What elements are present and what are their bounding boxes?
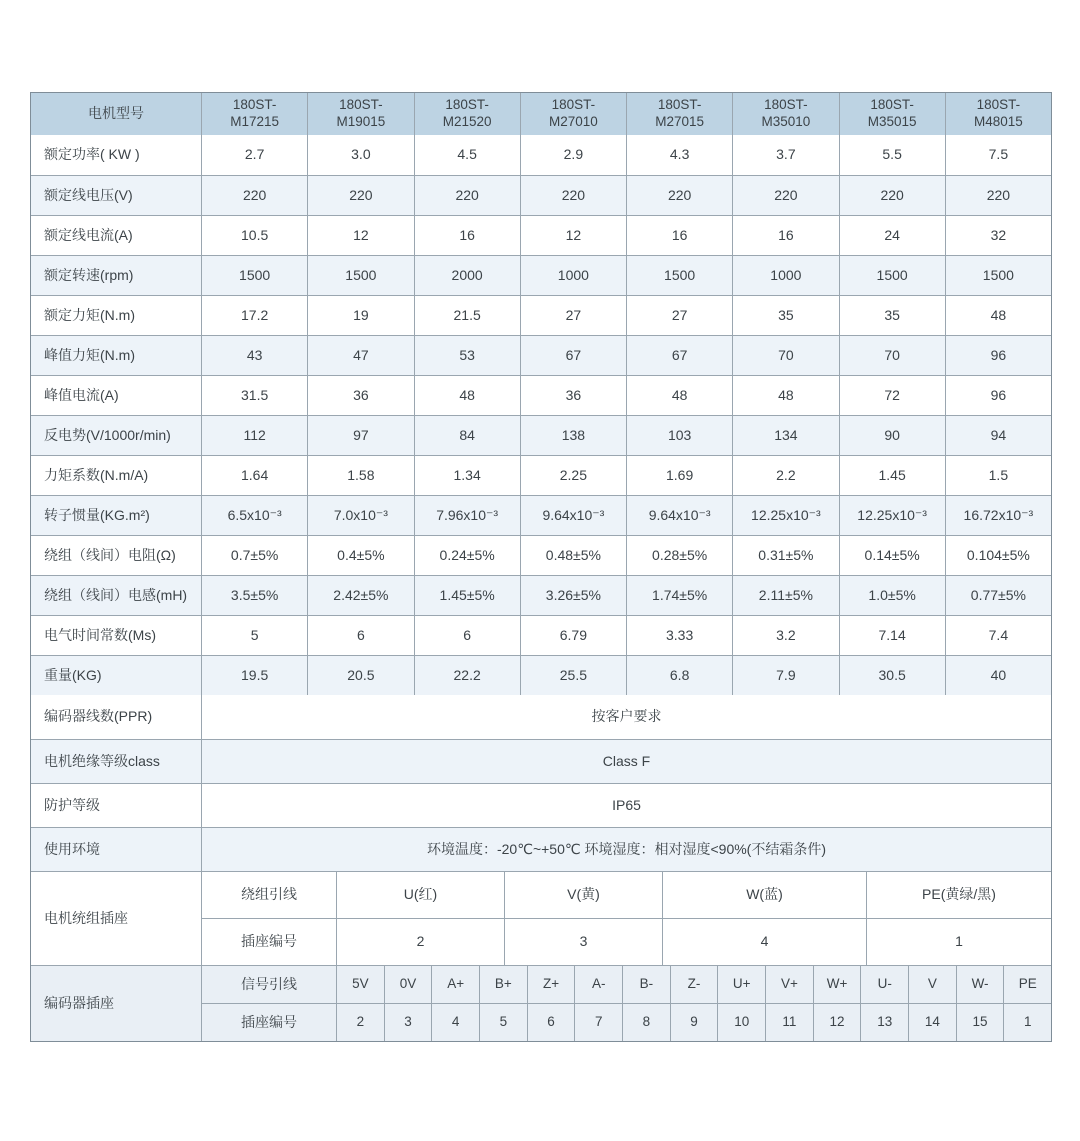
spec-value-cell: 6 — [307, 616, 413, 655]
spec-value-cell: 1000 — [732, 256, 838, 295]
encoder-value-cell: U- — [860, 966, 908, 1003]
merged-row-value: IP65 — [201, 784, 1051, 827]
merged-row-label: 电机绝缘等级class — [44, 752, 160, 769]
model-line: 180ST- — [339, 97, 383, 113]
spec-value-cell: 72 — [839, 376, 945, 415]
encoder-value-cell: PE — [1003, 966, 1051, 1003]
motor-spec-table — [30, 92, 1052, 1042]
spec-row-label: 转子惯量(KG.m²) — [44, 506, 150, 523]
spec-value-cell: 17.2 — [201, 296, 307, 335]
spec-value-cell: 97 — [307, 416, 413, 455]
model-header-6 — [732, 93, 838, 135]
encoder-value-cell: W- — [956, 966, 1004, 1003]
spec-value-cell: 4.5 — [414, 135, 520, 175]
encoder-value-cell: U+ — [717, 966, 765, 1003]
spec-value-cell: 2000 — [414, 256, 520, 295]
merged-row-label: 使用环境 — [44, 840, 100, 857]
model-header-7 — [839, 93, 945, 135]
spec-value-cell: 0.28±5% — [626, 536, 732, 575]
model-header-8 — [945, 93, 1051, 135]
spec-value-cell: 12.25x10⁻³ — [839, 496, 945, 535]
spec-value-cell: 12.25x10⁻³ — [732, 496, 838, 535]
spec-value-cell: 1.34 — [414, 456, 520, 495]
spec-value-cell: 7.4 — [945, 616, 1051, 655]
spec-value-cell: 1500 — [839, 256, 945, 295]
table-header-row — [31, 93, 1051, 135]
winding-value-cell: 3 — [504, 919, 662, 965]
spec-value-cell: 1.64 — [201, 456, 307, 495]
merged-rows-container — [31, 695, 1051, 871]
encoder-value-cell: 11 — [765, 1004, 813, 1041]
encoder-value-cell: 0V — [384, 966, 432, 1003]
spec-value-cell: 47 — [307, 336, 413, 375]
spec-row-label: 绕组（线间）电感(mH) — [44, 586, 188, 603]
spec-value-cell: 6 — [414, 616, 520, 655]
encoder-value-cell: 7 — [574, 1004, 622, 1041]
spec-value-cell: 1.45±5% — [414, 576, 520, 615]
spec-value-cell: 220 — [945, 176, 1051, 215]
spec-value-cell: 2.2 — [732, 456, 838, 495]
spec-value-cell: 6.79 — [520, 616, 626, 655]
spec-value-cell: 2.11±5% — [732, 576, 838, 615]
model-line: M35015 — [867, 114, 917, 129]
spec-value-cell: 9.64x10⁻³ — [626, 496, 732, 535]
spec-value-cell: 20.5 — [307, 656, 413, 695]
spec-row — [31, 415, 1051, 455]
model-header-4 — [520, 93, 626, 135]
encoder-value-cell: B+ — [479, 966, 527, 1003]
encoder-signal-leads-row — [201, 966, 1051, 1003]
spec-value-cell: 0.31±5% — [732, 536, 838, 575]
winding-value-cell: 2 — [336, 919, 504, 965]
spec-row — [31, 375, 1051, 415]
encoder-value-cell: 9 — [670, 1004, 718, 1041]
spec-row — [31, 135, 1051, 175]
merged-spec-row — [31, 739, 1051, 783]
encoder-value-cell: 14 — [908, 1004, 956, 1041]
encoder-value-cell: Z- — [670, 966, 718, 1003]
spec-value-cell: 220 — [414, 176, 520, 215]
spec-value-cell: 48 — [732, 376, 838, 415]
spec-value-cell: 12 — [520, 216, 626, 255]
winding-value-cell: 4 — [662, 919, 866, 965]
spec-value-cell: 1500 — [626, 256, 732, 295]
encoder-value-cell: B- — [622, 966, 670, 1003]
spec-value-cell: 16 — [626, 216, 732, 255]
spec-value-cell: 220 — [307, 176, 413, 215]
spec-value-cell: 16 — [732, 216, 838, 255]
spec-value-cell: 1.0±5% — [839, 576, 945, 615]
spec-value-cell: 84 — [414, 416, 520, 455]
model-line: 180ST- — [870, 97, 914, 113]
spec-value-cell: 31.5 — [201, 376, 307, 415]
spec-row — [31, 455, 1051, 495]
model-line: 180ST- — [764, 97, 808, 113]
spec-value-cell: 112 — [201, 416, 307, 455]
spec-value-cell: 1.58 — [307, 456, 413, 495]
spec-row — [31, 535, 1051, 575]
spec-value-cell: 7.96x10⁻³ — [414, 496, 520, 535]
spec-value-cell: 36 — [307, 376, 413, 415]
encoder-value-cell: V — [908, 966, 956, 1003]
spec-row-label: 峰值力矩(N.m) — [44, 346, 135, 363]
model-header-1 — [201, 93, 307, 135]
spec-value-cell: 0.4±5% — [307, 536, 413, 575]
model-line: 180ST- — [445, 97, 489, 113]
spec-value-cell: 0.104±5% — [945, 536, 1051, 575]
spec-row-label: 额定线电流(A) — [44, 226, 133, 243]
spec-value-cell: 0.24±5% — [414, 536, 520, 575]
spec-value-cell: 7.9 — [732, 656, 838, 695]
encoder-value-cell: 8 — [622, 1004, 670, 1041]
spec-value-cell: 3.5±5% — [201, 576, 307, 615]
encoder-value-cell: 15 — [956, 1004, 1004, 1041]
spec-value-cell: 43 — [201, 336, 307, 375]
spec-row — [31, 215, 1051, 255]
spec-value-cell: 5 — [201, 616, 307, 655]
winding-pin-numbers-row — [201, 918, 1051, 965]
spec-row-label: 电气时间常数(Ms) — [44, 626, 156, 643]
spec-row — [31, 495, 1051, 535]
spec-value-cell: 1.69 — [626, 456, 732, 495]
spec-value-cell: 16 — [414, 216, 520, 255]
spec-row-label: 额定功率( KW ) — [44, 146, 140, 163]
spec-row-label: 重量(KG) — [44, 666, 102, 683]
spec-value-cell: 1.74±5% — [626, 576, 732, 615]
spec-rows-container — [31, 135, 1051, 695]
model-header-2 — [307, 93, 413, 135]
merged-row-value: 按客户要求 — [201, 695, 1051, 739]
spec-value-cell: 48 — [414, 376, 520, 415]
merged-row-value: Class F — [201, 740, 1051, 783]
spec-value-cell: 1.5 — [945, 456, 1051, 495]
merged-row-label: 防护等级 — [44, 796, 100, 813]
winding-socket-label: 电机统组插座 — [44, 909, 128, 926]
spec-value-cell: 10.5 — [201, 216, 307, 255]
winding-sub-label: 插座编号 — [201, 919, 336, 965]
encoder-value-cell: A- — [574, 966, 622, 1003]
spec-value-cell: 24 — [839, 216, 945, 255]
spec-row — [31, 335, 1051, 375]
spec-value-cell: 7.14 — [839, 616, 945, 655]
spec-value-cell: 22.2 — [414, 656, 520, 695]
encoder-value-cell: 12 — [813, 1004, 861, 1041]
spec-row-label: 绕组（线间）电阻(Ω) — [44, 546, 176, 563]
spec-value-cell: 220 — [839, 176, 945, 215]
encoder-value-cell: 2 — [336, 1004, 384, 1041]
spec-value-cell: 0.14±5% — [839, 536, 945, 575]
winding-socket-grid — [201, 872, 1051, 965]
encoder-value-cell: W+ — [813, 966, 861, 1003]
spec-value-cell: 220 — [626, 176, 732, 215]
encoder-value-cell: Z+ — [527, 966, 575, 1003]
spec-value-cell: 25.5 — [520, 656, 626, 695]
model-header-3 — [414, 93, 520, 135]
winding-socket-section — [31, 871, 1051, 965]
spec-value-cell: 0.48±5% — [520, 536, 626, 575]
model-line: M19015 — [336, 114, 386, 129]
spec-value-cell: 35 — [839, 296, 945, 335]
spec-value-cell: 3.26±5% — [520, 576, 626, 615]
spec-row — [31, 575, 1051, 615]
merged-spec-row — [31, 695, 1051, 739]
header-motor-model-label: 电机型号 — [88, 105, 144, 122]
encoder-socket-section — [31, 965, 1051, 1041]
spec-row — [31, 295, 1051, 335]
spec-value-cell: 134 — [732, 416, 838, 455]
spec-row-label: 额定力矩(N.m) — [44, 306, 135, 323]
spec-row-label: 峰值电流(A) — [44, 386, 119, 403]
encoder-value-cell: 5 — [479, 1004, 527, 1041]
model-header-5 — [626, 93, 732, 135]
spec-value-cell: 220 — [520, 176, 626, 215]
encoder-value-cell: 1 — [1003, 1004, 1051, 1041]
spec-row-label: 额定线电压(V) — [44, 186, 133, 203]
spec-value-cell: 1000 — [520, 256, 626, 295]
spec-value-cell: 19 — [307, 296, 413, 335]
spec-value-cell: 1.45 — [839, 456, 945, 495]
model-line: M17215 — [230, 114, 280, 129]
spec-value-cell: 2.25 — [520, 456, 626, 495]
spec-row — [31, 615, 1051, 655]
spec-value-cell: 96 — [945, 376, 1051, 415]
spec-value-cell: 67 — [626, 336, 732, 375]
model-line: 180ST- — [551, 97, 596, 113]
spec-value-cell: 12 — [307, 216, 413, 255]
spec-value-cell: 70 — [732, 336, 838, 375]
encoder-value-cell: V+ — [765, 966, 813, 1003]
spec-value-cell: 2.9 — [520, 135, 626, 175]
model-line: M48015 — [973, 114, 1023, 129]
spec-row — [31, 655, 1051, 695]
model-line: M27015 — [655, 114, 705, 129]
spec-value-cell: 70 — [839, 336, 945, 375]
encoder-value-cell: 5V — [336, 966, 384, 1003]
spec-row-label: 额定转速(rpm) — [44, 266, 134, 283]
spec-value-cell: 53 — [414, 336, 520, 375]
spec-value-cell: 6.5x10⁻³ — [201, 496, 307, 535]
encoder-value-cell: A+ — [431, 966, 479, 1003]
winding-value-cell: 1 — [866, 919, 1051, 965]
winding-sub-label: 绕组引线 — [201, 872, 336, 918]
merged-spec-row — [31, 827, 1051, 871]
spec-value-cell: 1500 — [307, 256, 413, 295]
encoder-sub-label: 插座编号 — [201, 1004, 336, 1041]
spec-value-cell: 103 — [626, 416, 732, 455]
model-line: M35010 — [761, 114, 811, 129]
encoder-value-cell: 3 — [384, 1004, 432, 1041]
spec-value-cell: 2.42±5% — [307, 576, 413, 615]
spec-value-cell: 90 — [839, 416, 945, 455]
spec-value-cell: 0.7±5% — [201, 536, 307, 575]
spec-value-cell: 0.77±5% — [945, 576, 1051, 615]
spec-value-cell: 1500 — [201, 256, 307, 295]
merged-row-value: 环境温度：-20℃~+50℃ 环境湿度：相对湿度<90%(不结霜条件) — [201, 828, 1051, 871]
encoder-pin-numbers-row — [201, 1003, 1051, 1041]
spec-value-cell: 3.2 — [732, 616, 838, 655]
encoder-value-cell: 4 — [431, 1004, 479, 1041]
spec-value-cell: 96 — [945, 336, 1051, 375]
spec-value-cell: 40 — [945, 656, 1051, 695]
spec-row — [31, 175, 1051, 215]
spec-value-cell: 3.7 — [732, 135, 838, 175]
spec-value-cell: 32 — [945, 216, 1051, 255]
spec-value-cell: 27 — [520, 296, 626, 335]
spec-value-cell: 2.7 — [201, 135, 307, 175]
spec-value-cell: 30.5 — [839, 656, 945, 695]
spec-value-cell: 220 — [201, 176, 307, 215]
spec-value-cell: 3.0 — [307, 135, 413, 175]
spec-value-cell: 5.5 — [839, 135, 945, 175]
winding-value-cell: PE(黄绿/黑) — [866, 872, 1051, 918]
spec-value-cell: 220 — [732, 176, 838, 215]
spec-value-cell: 9.64x10⁻³ — [520, 496, 626, 535]
spec-value-cell: 7.0x10⁻³ — [307, 496, 413, 535]
encoder-socket-label: 编码器插座 — [44, 994, 114, 1011]
merged-spec-row — [31, 783, 1051, 827]
encoder-sub-label: 信号引线 — [201, 966, 336, 1003]
spec-value-cell: 3.33 — [626, 616, 732, 655]
spec-value-cell: 1500 — [945, 256, 1051, 295]
spec-value-cell: 138 — [520, 416, 626, 455]
spec-row — [31, 255, 1051, 295]
winding-value-cell: U(红) — [336, 872, 504, 918]
spec-row-label: 力矩系数(N.m/A) — [44, 466, 149, 483]
model-line: M27010 — [548, 114, 598, 129]
model-line: M21520 — [442, 114, 492, 129]
encoder-value-cell: 10 — [717, 1004, 765, 1041]
encoder-socket-grid — [201, 966, 1051, 1041]
spec-value-cell: 21.5 — [414, 296, 520, 335]
spec-value-cell: 94 — [945, 416, 1051, 455]
spec-value-cell: 48 — [626, 376, 732, 415]
winding-value-cell: W(蓝) — [662, 872, 866, 918]
spec-value-cell: 27 — [626, 296, 732, 335]
model-line: 180ST- — [232, 97, 277, 113]
spec-value-cell: 36 — [520, 376, 626, 415]
merged-row-label: 编码器线数(PPR) — [44, 708, 153, 725]
winding-value-cell: V(黄) — [504, 872, 662, 918]
spec-value-cell: 16.72x10⁻³ — [945, 496, 1051, 535]
spec-value-cell: 6.8 — [626, 656, 732, 695]
model-line: 180ST- — [976, 97, 1021, 113]
model-line: 180ST- — [657, 97, 702, 113]
spec-value-cell: 48 — [945, 296, 1051, 335]
encoder-value-cell: 6 — [527, 1004, 575, 1041]
spec-row-label: 反电势(V/1000r/min) — [44, 426, 171, 443]
encoder-value-cell: 13 — [860, 1004, 908, 1041]
spec-value-cell: 67 — [520, 336, 626, 375]
spec-value-cell: 4.3 — [626, 135, 732, 175]
spec-value-cell: 7.5 — [945, 135, 1051, 175]
winding-leads-row — [201, 872, 1051, 918]
spec-value-cell: 35 — [732, 296, 838, 335]
spec-value-cell: 19.5 — [201, 656, 307, 695]
